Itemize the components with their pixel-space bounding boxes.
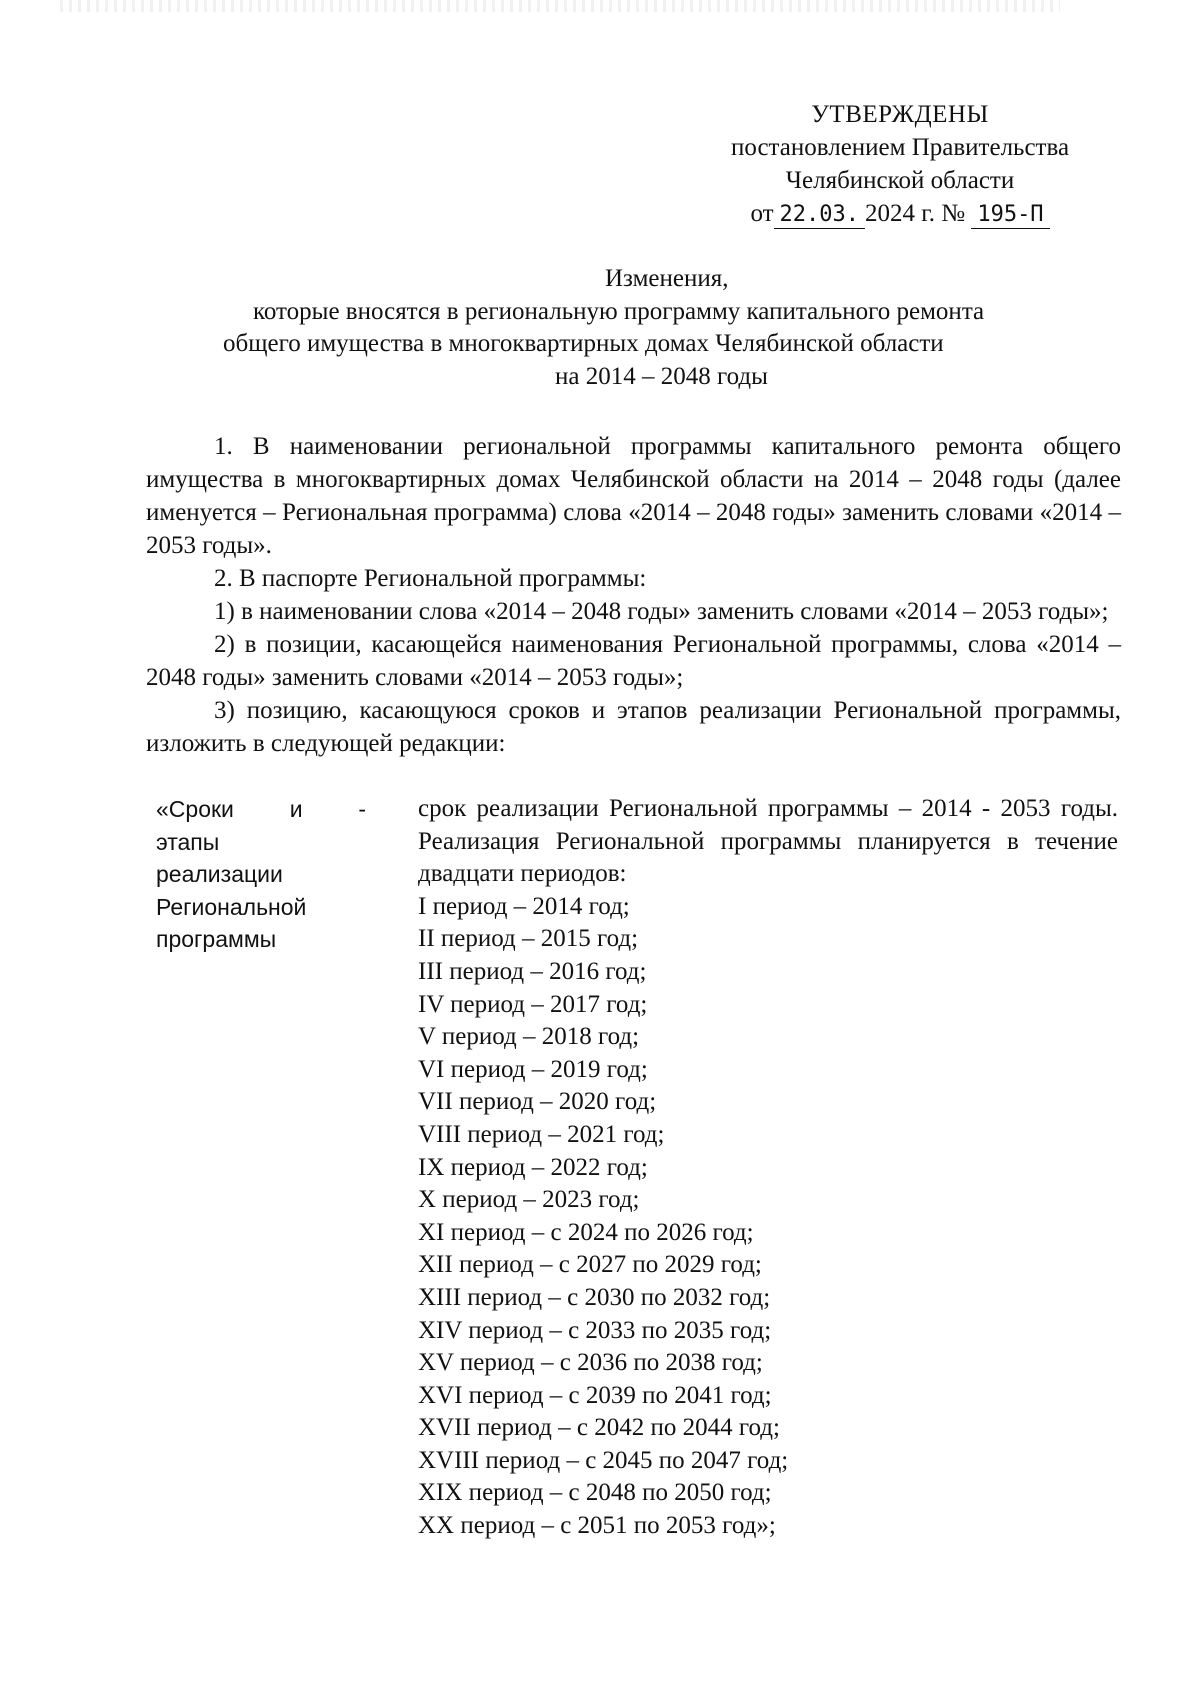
paragraph-2: 2. В паспорте Региональной программы: [214,565,647,592]
period-item: IX период – 2022 год; [418,1153,648,1181]
period-item: I период – 2014 год; [418,892,630,920]
approval-date-line [700,197,1100,230]
approval-year: 2024 г. № [865,200,966,227]
period-item: XV период – с 2036 по 2038 год; [418,1349,763,1377]
left-word-sroki: «Сроки [156,796,234,822]
approval-line-3: Челябинской области [785,167,1015,194]
left-row-3: реализации [156,861,283,888]
period-item: XVI период – с 2039 по 2041 год; [418,1381,772,1409]
document-body [146,430,1121,760]
period-item: XIX период – с 2048 по 2050 год; [418,1479,772,1507]
heading-line-2: которые вносятся в региональную программу капитального ремонта [253,298,985,325]
left-dash: - [358,796,366,822]
period-item: II период – 2015 год; [418,925,639,953]
period-item: V период – 2018 год; [418,1023,640,1051]
approval-stamp [700,98,1100,230]
left-row-2: этапы [156,828,220,855]
approval-date: 22.03. [774,202,865,229]
period-item: IV период – 2017 год; [418,990,648,1018]
period-item: XVIII период – с 2045 по 2047 год; [418,1446,789,1474]
period-item: III период – 2016 год; [418,957,647,985]
period-item: VII период – 2020 год; [418,1088,657,1116]
table-left-column [156,793,371,956]
heading-line-4: на 2014 – 2048 годы [555,363,768,390]
scan-artifact [60,0,1060,12]
heading-line-3: общего имущества в многоквартирных домах Челябинской области [223,330,944,357]
period-item: VI период – 2019 год; [418,1055,648,1083]
period-item: XVII период – с 2042 по 2044 год; [418,1414,780,1442]
period-item: XII период – с 2027 по 2029 год; [418,1251,762,1279]
heading-line-1: Изменения, [605,265,729,292]
approval-title: УТВЕРЖДЕНЫ [811,101,989,128]
period-item: XIII период – с 2030 по 2032 год; [418,1283,771,1311]
period-item: XX период – с 2051 по 2053 год»; [418,1512,776,1540]
period-item: VIII период – 2021 год; [418,1120,665,1148]
left-row-5: программы [156,926,277,953]
paragraph-5: 3) позицию, касающуюся сроков и этапов реализации Региональной программы, изложить в следующей редакции: [146,697,1121,757]
left-row-1 [156,793,366,826]
period-item: X период – 2023 год; [418,1186,640,1214]
table-right-column [418,793,1118,1543]
paragraph-3: 1) в наименовании слова «2014 – 2048 годы» заменить словами «2014 – 2053 годы»; [214,598,1109,625]
approval-line-2: постановлением Правительства [730,134,1070,161]
paragraph-1: 1. В наименовании региональной программы капитального ремонта общего имущества в многоквартирных домах Челябинской области на 2014 – 2048 годы (далее именуется – Региональная программа) слова «2014 – 2048 годы» заменить словами «2014 – 2053 годы». [146,433,1121,559]
terms-intro: срок реализации Региональной программы – 2014 - 2053 годы. Реализация Региональной программы планируется в течение двадцати периодов: [418,795,1118,888]
left-row-4: Региональной [156,893,307,920]
paragraph-4: 2) в позиции, касающейся наименования Региональной программы, слова «2014 – 2048 годы» заменить словами «2014 – 2053 годы»; [146,631,1121,691]
approval-number: 195-П [971,202,1049,229]
from-label: от [750,200,774,227]
left-word-i: и [289,796,303,822]
period-item: XIV период – с 2033 по 2035 год; [418,1316,772,1344]
period-item: XI период – с 2024 по 2026 год; [418,1218,754,1246]
